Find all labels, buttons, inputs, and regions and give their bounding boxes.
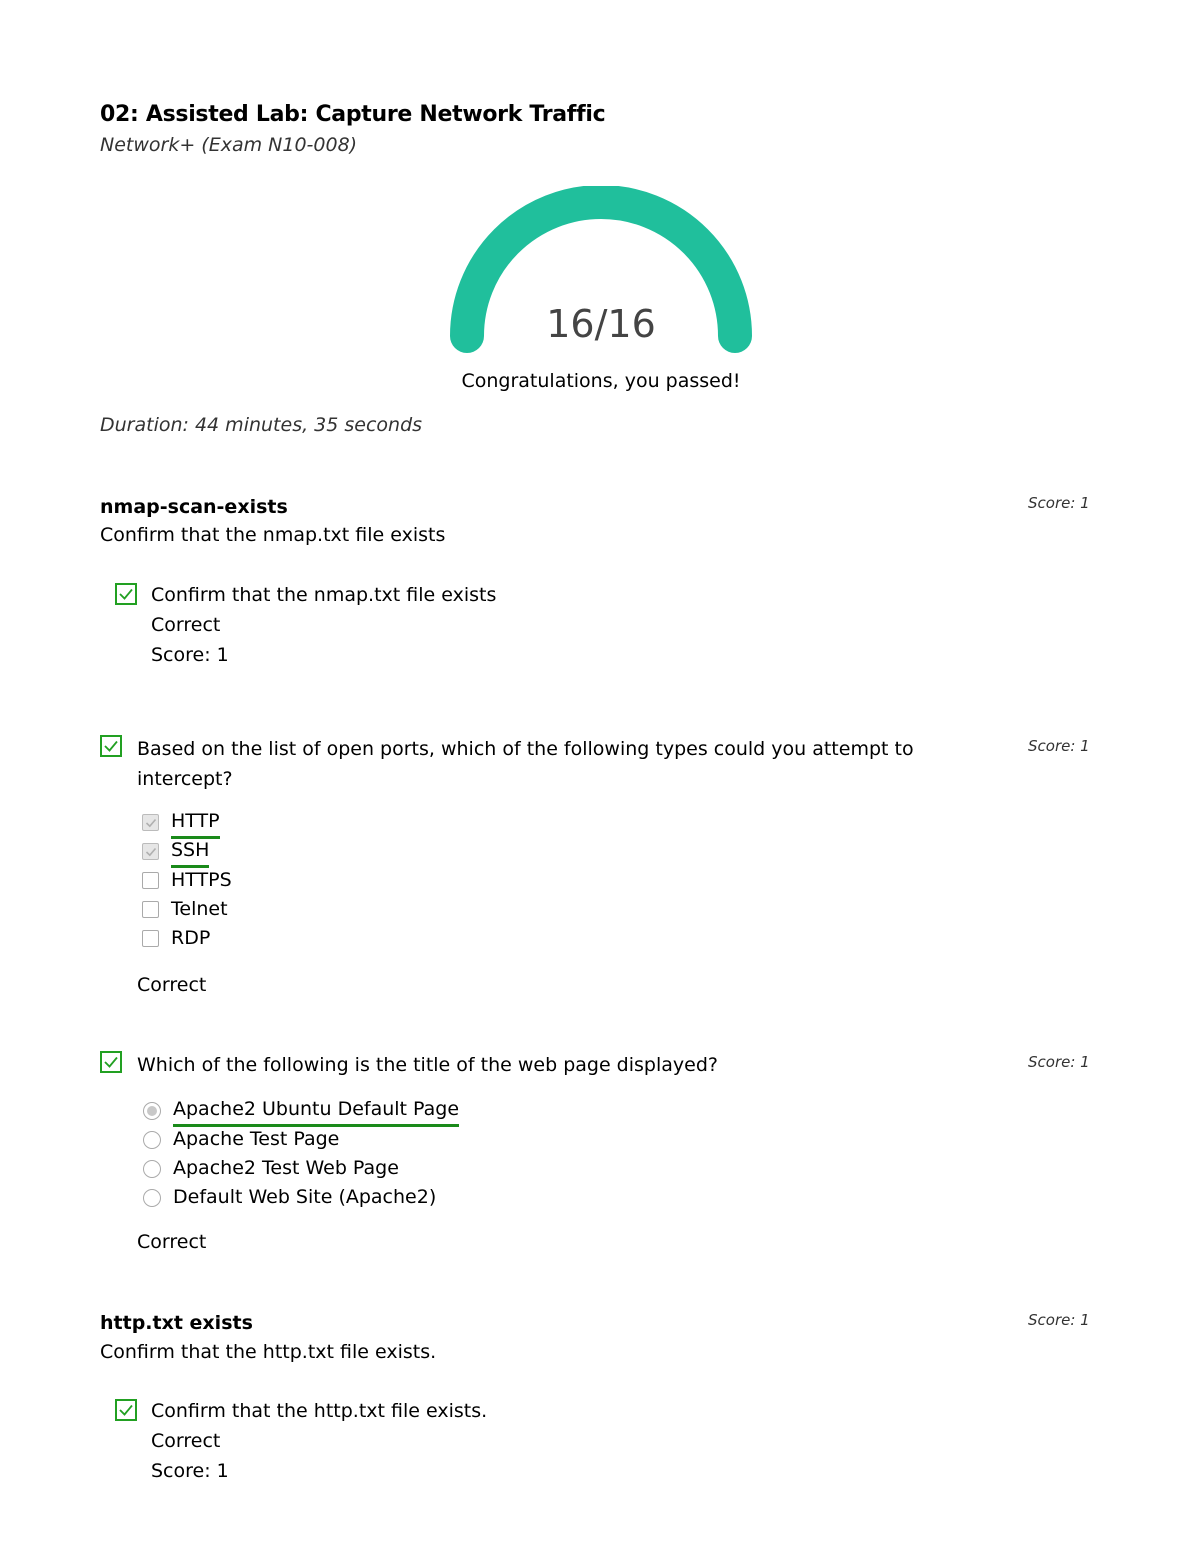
question-text: Based on the list of open ports, which of the following types could you attempt to intercept? xyxy=(137,738,914,790)
options-list xyxy=(142,808,232,953)
lab-title: 02: Assisted Lab: Capture Network Traffic xyxy=(100,102,606,127)
check-icon xyxy=(100,1051,122,1073)
check-icon xyxy=(115,1399,137,1421)
radio-selected[interactable] xyxy=(143,1102,161,1120)
option-http[interactable] xyxy=(142,808,232,837)
checkbox[interactable] xyxy=(142,901,159,918)
option-https[interactable] xyxy=(142,866,232,895)
checkbox-checked[interactable] xyxy=(142,843,159,860)
section-score: Score: 1 xyxy=(1028,494,1090,512)
section-description: Confirm that the http.txt file exists. xyxy=(100,1341,437,1363)
checkbox-checked[interactable] xyxy=(142,814,159,831)
check-label: Confirm that the http.txt file exists. xyxy=(151,1400,488,1422)
check-score: Score: 1 xyxy=(151,644,229,666)
radio[interactable] xyxy=(143,1131,161,1149)
option-label: Apache2 Test Web Page xyxy=(173,1157,399,1179)
check-status: Correct xyxy=(151,614,221,636)
option-rdp[interactable] xyxy=(142,924,232,953)
question-status: Correct xyxy=(137,1231,207,1253)
exam-subtitle: Network+ (Exam N10-008) xyxy=(100,134,358,156)
option-label: Apache2 Ubuntu Default Page xyxy=(173,1095,459,1127)
question-status: Correct xyxy=(137,974,207,996)
check-icon xyxy=(100,735,122,757)
option-telnet[interactable] xyxy=(142,895,232,924)
radio[interactable] xyxy=(143,1160,161,1178)
question-text: Which of the following is the title of the web page displayed? xyxy=(137,1054,718,1076)
checkbox[interactable] xyxy=(142,930,159,947)
option-label: RDP xyxy=(171,927,211,949)
option-apache2-test-web-page[interactable] xyxy=(143,1154,459,1183)
radio[interactable] xyxy=(143,1189,161,1207)
option-label: SSH xyxy=(171,836,209,868)
option-default-web-site[interactable] xyxy=(143,1183,459,1212)
pass-message: Congratulations, you passed! xyxy=(461,370,741,392)
option-label: HTTPS xyxy=(171,869,232,891)
option-label: Telnet xyxy=(171,898,228,920)
section-score: Score: 1 xyxy=(1028,1311,1090,1329)
option-ssh[interactable] xyxy=(142,837,232,866)
check-icon xyxy=(115,583,137,605)
section-score: Score: 1 xyxy=(1028,1053,1090,1071)
option-apache2-ubuntu-default-page[interactable] xyxy=(143,1096,459,1125)
section-title: nmap-scan-exists xyxy=(100,496,288,518)
section-score: Score: 1 xyxy=(1028,737,1090,755)
check-status: Correct xyxy=(151,1430,221,1452)
section-description: Confirm that the nmap.txt file exists xyxy=(100,524,446,546)
option-apache-test-page[interactable] xyxy=(143,1125,459,1154)
checkbox[interactable] xyxy=(142,872,159,889)
check-label: Confirm that the nmap.txt file exists xyxy=(151,584,497,606)
score-value: 16/16 xyxy=(546,302,656,346)
option-label: Default Web Site (Apache2) xyxy=(173,1186,437,1208)
option-label: Apache Test Page xyxy=(173,1128,340,1150)
duration-text: Duration: 44 minutes, 35 seconds xyxy=(100,414,423,436)
check-score: Score: 1 xyxy=(151,1460,229,1482)
option-label: HTTP xyxy=(171,807,220,839)
section-title: http.txt exists xyxy=(100,1312,253,1334)
options-list xyxy=(143,1096,459,1212)
